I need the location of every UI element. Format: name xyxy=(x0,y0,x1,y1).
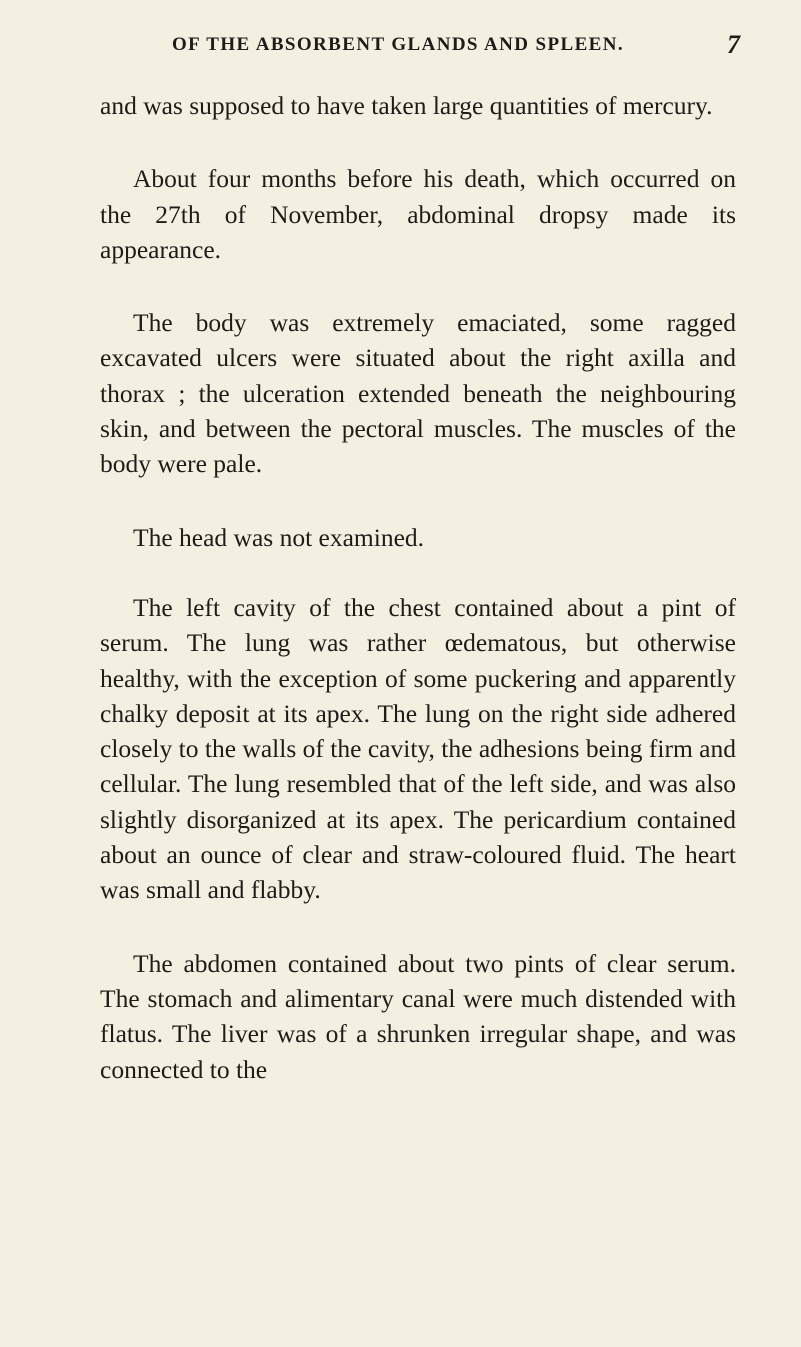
paragraph-5: The left cavity of the chest contained about a pint of serum. The lung was rather œdematous, but otherwise healthy, with the exception of some puckering and apparently chalky deposit at its apex. The lung on the right side adhered closely to the walls of the cavity, the adhesions being firm and cellular. The lung resembled that of the left side, and was also slightly disorganized at its apex. The pericardium contained about an ounce of clear and straw-coloured fluid. The heart was small and flabby. xyxy=(100,592,736,905)
paragraph-1: and was supposed to have taken large quantities of mercury. xyxy=(100,91,713,120)
paragraph-6: The abdomen contained about two pints of clear serum. The stomach and alimentary canal were much distended with flatus. The liver was of a shrunken irregular shape, and was connected to the xyxy=(100,948,736,1084)
body-text xyxy=(100,88,736,1125)
paragraph-3: The body was extremely emaciated, some ragged excavated ulcers were situated about the right axilla and thorax ; the ulceration extended beneath the neighbouring skin, and between the pectoral muscles. The muscles of the body were pale. xyxy=(100,308,736,479)
paragraph-4: The head was not examined. xyxy=(133,522,425,552)
paragraph-2: About four months before his death, which occurred on the 27th of November, abdominal dropsy made its appearance. xyxy=(100,164,736,264)
running-head: OF THE ABSORBENT GLANDS AND SPLEEN. xyxy=(172,34,624,55)
page-number: 7 xyxy=(727,30,740,59)
